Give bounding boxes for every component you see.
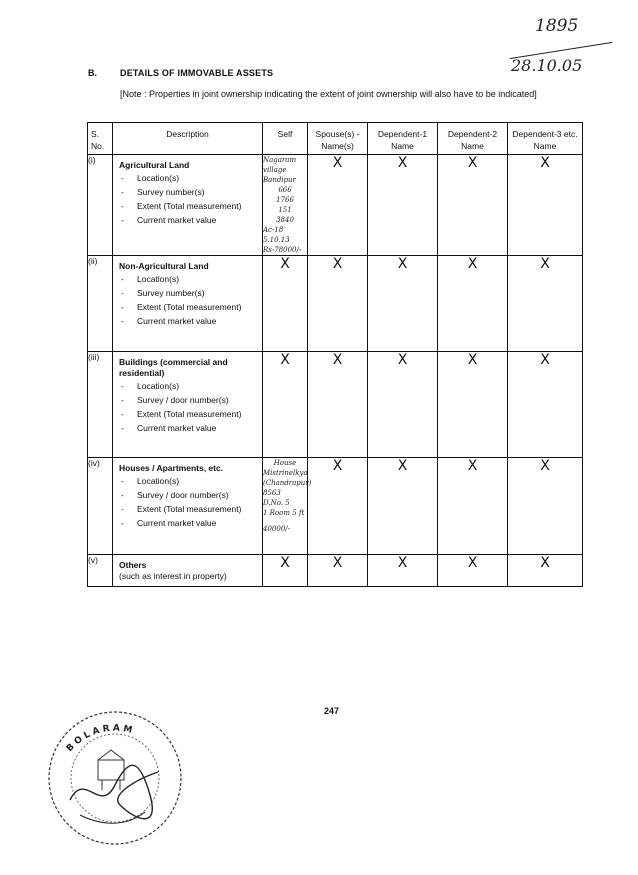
handwritten-line: D.No. 5 (263, 499, 290, 507)
dependent-2-mark: X (438, 458, 508, 555)
dependent-1-mark: X (368, 352, 438, 458)
header-description: Description (113, 123, 263, 155)
row-category-note: (such as interest in property) (119, 571, 227, 581)
row-item: - Survey / door number(s) (129, 395, 262, 406)
row-sno: (v) (88, 555, 113, 587)
row-item: - Current market value (129, 215, 262, 226)
row-item: - Survey / door number(s) (129, 490, 262, 501)
row-item: - Survey number(s) (129, 187, 262, 198)
dependent-3-mark: X (508, 458, 583, 555)
handwritten-line: 3840 (276, 216, 294, 224)
row-item: - Current market value (129, 316, 262, 327)
header-dependent-1: Dependent-1 Name (368, 123, 438, 155)
dependent-3-mark: X (508, 155, 583, 256)
row-item: - Extent (Total measurement) (129, 504, 262, 515)
spouse-mark: X (308, 256, 368, 352)
row-item: - Location(s) (129, 173, 262, 184)
row-item: - Location(s) (129, 476, 262, 487)
handwritten-line: Nagaram village (263, 156, 297, 174)
dependent-2-mark: X (438, 155, 508, 256)
row-sno: (iii) (88, 352, 113, 458)
table-row (88, 555, 583, 587)
dependent-1-mark: X (368, 458, 438, 555)
dependent-1-mark: X (368, 555, 438, 587)
row-sno: (i) (88, 155, 113, 256)
self-handwritten-entry (263, 458, 312, 555)
table-row (88, 352, 583, 458)
spouse-mark: X (308, 352, 368, 458)
immovable-assets-table (87, 122, 583, 587)
header-spouse: Spouse(s) -Name(s) (308, 123, 368, 155)
header-sno: S. No. (88, 123, 113, 155)
section-number: B. (88, 68, 97, 78)
row-description (113, 555, 263, 587)
row-sno: (ii) (88, 256, 113, 352)
seal-emblem (98, 750, 124, 790)
dependent-1-mark: X (368, 256, 438, 352)
self-mark: X (263, 352, 308, 458)
seal-text: BOLARAM (64, 723, 137, 755)
self-mark: X (263, 256, 308, 352)
row-item: - Extent (Total measurement) (129, 409, 262, 420)
page-number: 247 (324, 706, 340, 716)
row-description (113, 458, 263, 555)
spouse-mark: X (308, 155, 368, 256)
self-handwritten-entry (263, 155, 308, 256)
row-sno: (iv) (88, 458, 113, 555)
section-note: [Note : Properties in joint ownership indicating the extent of joint ownership will also have to be indicated] (120, 89, 537, 99)
handwritten-line: Rs-78000/- (263, 246, 302, 254)
row-item: - Current market value (129, 423, 262, 434)
dependent-1-mark: X (368, 155, 438, 256)
spouse-mark: X (308, 555, 368, 587)
table-row (88, 458, 583, 555)
spouse-mark: X (308, 458, 368, 555)
handwritten-line: 666 (278, 186, 292, 194)
dependent-3-mark: X (508, 555, 583, 587)
row-item: - Extent (Total measurement) (129, 201, 262, 212)
dependent-3-mark: X (508, 256, 583, 352)
handwritten-line: Ac-18 (263, 226, 284, 234)
handwritten-number: 1895 (535, 16, 579, 36)
row-description (113, 155, 263, 256)
row-category: Non-Agricultural Land (119, 261, 209, 271)
dependent-2-mark: X (438, 256, 508, 352)
row-item: - Location(s) (129, 381, 262, 392)
row-item: - Extent (Total measurement) (129, 302, 262, 313)
handwritten-line: House (273, 459, 297, 467)
row-description (113, 352, 263, 458)
section-title: DETAILS OF IMMOVABLE ASSETS (120, 68, 274, 78)
table-row (88, 256, 583, 352)
table-row (88, 155, 583, 256)
row-item: - Current market value (129, 518, 262, 529)
header-dependent-2: Dependent-2 Name (438, 123, 508, 155)
row-category: Others (119, 560, 147, 570)
row-description (113, 256, 263, 352)
row-item: - Location(s) (129, 274, 262, 285)
handwritten-line: 5.10.13 (263, 236, 290, 244)
row-category: Agricultural Land (119, 160, 190, 170)
handwritten-date: 28.10.05 (511, 56, 583, 75)
header-self: Self (263, 123, 308, 155)
handwritten-line: (Chandrapur) (263, 479, 312, 487)
handwritten-reference (505, 12, 615, 82)
row-category: Buildings (commercial and residential) (119, 357, 228, 378)
table-header-row (88, 123, 583, 155)
svg-text:BOLARAM (65, 724, 136, 754)
dependent-2-mark: X (438, 555, 508, 587)
handwritten-line: 1766 (276, 196, 294, 204)
handwritten-line: 8563 (263, 489, 281, 497)
self-mark: X (263, 555, 308, 587)
handwritten-line: 151 (278, 206, 292, 214)
dependent-2-mark: X (438, 352, 508, 458)
header-dependent-3: Dependent-3 etc. Name (508, 123, 583, 155)
dependent-3-mark: X (508, 352, 583, 458)
handwritten-line: 40000/- (263, 525, 290, 533)
official-seal-stamp (40, 700, 190, 845)
handwritten-line: Mistrinelkya (263, 469, 308, 477)
row-item: - Survey number(s) (129, 288, 262, 299)
row-category: Houses / Apartments, etc. (119, 463, 224, 473)
handwritten-line: 1 Room 5 ft (263, 509, 305, 517)
handwritten-line: Bandipur (263, 176, 296, 184)
